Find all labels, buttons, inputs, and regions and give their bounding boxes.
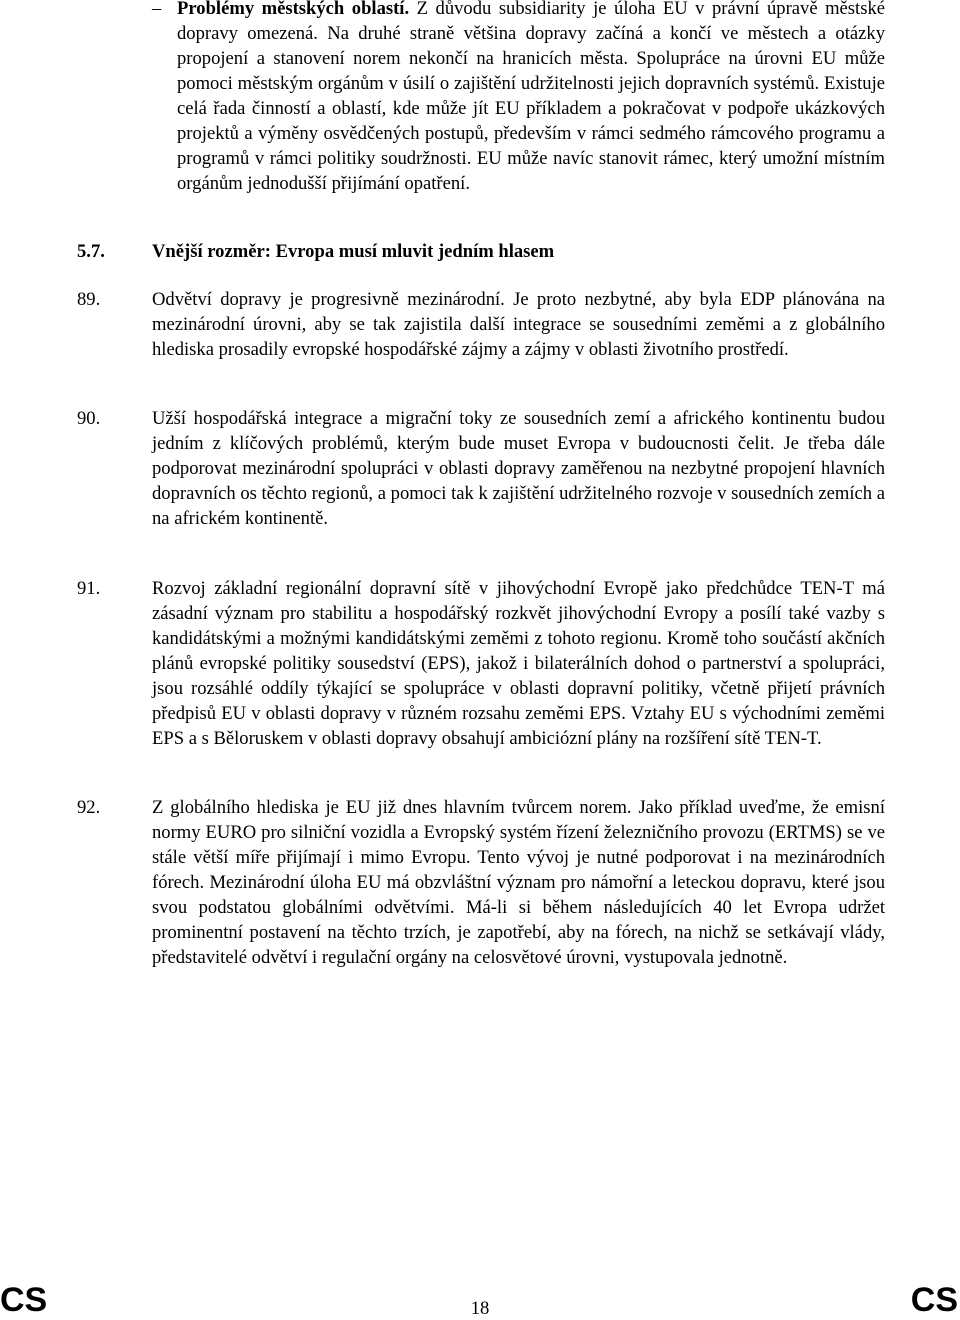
paragraph-number: 91.: [77, 578, 101, 599]
bullet-dash: –: [152, 0, 162, 19]
paragraph-number: 92.: [77, 797, 101, 818]
bullet-lead: Problémy městských oblastí.: [177, 0, 410, 19]
paragraph-90: [77, 406, 885, 531]
paragraph-text: Z globálního hlediska je EU již dnes hlavním tvůrcem norem. Jako příklad uveďme, že emisní normy EURO pro silniční vozidla a Evropský systém řízení železničního provozu (ERTMS) se ve stále větší míře přijímají i mimo Evropu. Tento vývoj je nutné podporovat i na mezinárodních fórech. Mezinárodní úloha EU má obzvláštní význam pro námořní a leteckou dopravu, které jsou svou podstatou globálními odvětvími. Má-li si během následujících 40 let Evropa udržet prominentní postavení na těchto trzích, je zapotřebí, aby na fórech, na nichž se setkávají vlády, představitelé odvětví i regulační orgány na celosvětové úrovni, vystupovala jednotně.: [152, 797, 885, 968]
paragraph-92: [77, 795, 885, 970]
bullet-body: [177, 0, 885, 196]
section-number: 5.7.: [77, 241, 105, 262]
footer-language-left: CS: [0, 1281, 48, 1319]
paragraph-number: 90.: [77, 408, 101, 429]
paragraph-89: [77, 287, 885, 362]
paragraph-text: Užší hospodářská integrace a migrační toky ze sousedních zemí a afrického kontinentu budou jedním z klíčových problémů, kterým bude muset Evropa v budoucnosti čelit. Je třeba dále podporovat mezinárodní spolupráci v oblasti dopravy zaměřenou na nezbytné propojení hlavních dopravních os těchto regionů, a pomoci tak k zajištění udržitelného rozvoje v sousedních zemích a na africkém kontinentě.: [152, 408, 885, 529]
section-title: Vnější rozměr: Evropa musí mluvit jedním hlasem: [152, 241, 555, 262]
page-number: 18: [470, 1298, 490, 1319]
paragraph-text: Rozvoj základní regionální dopravní sítě v jihovýchodní Evropě jako předchůdce TEN-T má zásadní význam pro stabilitu a hospodářský rozkvět jihovýchodní Evropy a posílí také vazby s kandidátskými a možnými kandidátskými zeměmi z tohoto regionu. Kromě toho součástí akčních plánů evropské politiky sousedství (EPS), jakož i bilaterálních dohod o partnerství a spolupráci, jsou rozsáhlé oddíly týkající se spolupráce v oblasti dopravní politiky, včetně přijetí právních předpisů EU v oblasti dopravy v různém rozsahu zeměmi EPS. Vztahy EU s východními zeměmi EPS a s Běloruskem v oblasti dopravy obsahují ambiciózní plány na rozšíření sítě TEN-T.: [152, 578, 885, 749]
paragraph-91: [77, 576, 885, 751]
footer-language-right: CS: [910, 1281, 958, 1319]
paragraph-number: 89.: [77, 289, 101, 310]
paragraph-text: Odvětví dopravy je progresivně mezinárodní. Je proto nezbytné, aby byla EDP plánována na mezinárodní úrovni, aby se tak zajistila další integrace se sousedními zeměmi a z globálního hlediska prosadily evropské hospodářské zájmy a zájmy v oblasti životního prostředí.: [152, 289, 885, 360]
bullet-text: Z důvodu subsidiarity je úloha EU v právní úpravě městské dopravy omezená. Na druhé straně většina dopravy začíná a končí ve městech a otázky propojení a stanovení norem nekončí na hranicích města. Spolupráce na úrovni EU může pomoci městským orgánům v úsilí o zajištění udržitelnosti jejich dopravních systémů. Existuje celá řada činností a oblastí, kde může jít EU příkladem a pokračovat v podpoře ukázkových projektů a výměny osvědčených postupů, především v rámci sedmého rámcového programu a programů v rámci politiky soudržnosti. EU může navíc stanovit rámec, který umožní místním orgánům jednodušší přijímání opatření.: [177, 0, 885, 194]
bullet-urban-areas: [152, 0, 885, 196]
